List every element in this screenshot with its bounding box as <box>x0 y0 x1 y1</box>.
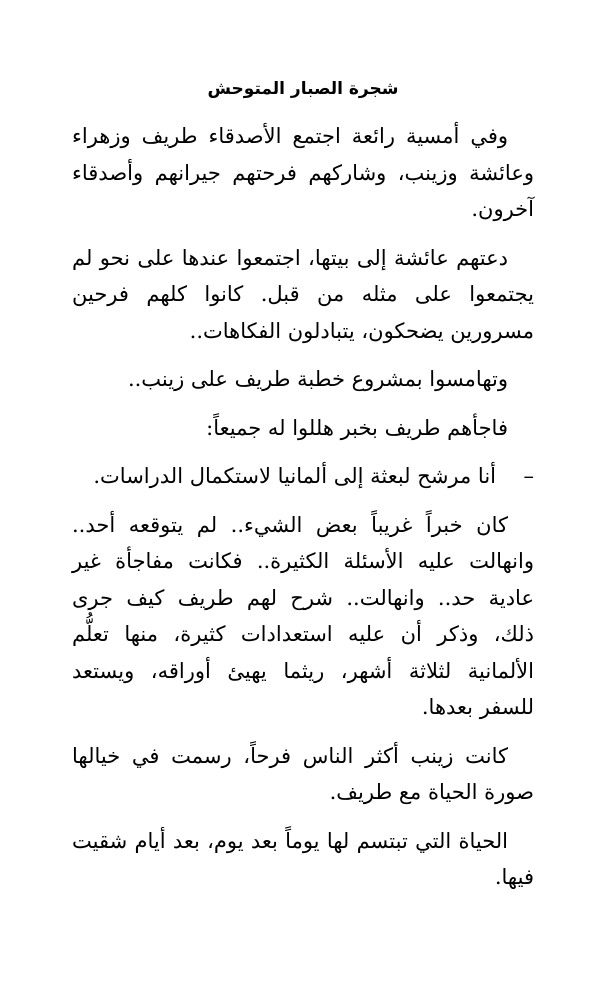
paragraph-8: الحياة التي تبتسم لها يوماً بعد يوم، بعد أيام شقيت فيها. <box>72 828 534 889</box>
paragraph-7: كانت زينب أكثر الناس فرحاً، رسمت في خيالها صورة الحياة مع طريف. <box>72 743 534 804</box>
dialogue-dash: – <box>523 464 534 488</box>
paragraph-1: وفي أمسية رائعة اجتمع الأصدقاء طريف وزهراء وعائشة وزينب، وشاركهم فرحتهم جيرانهم وأصدقاء آخرون. <box>72 124 534 221</box>
paragraph-6: كان خبراً غريباً بعض الشيء.. لم يتوقعه أحد.. وانهالت عليه الأسئلة الكثيرة.. فكانت مفاجأة غير عادية حد.. وانهالت.. شرح لهم طريف كيف جرى ذلك، وذكر أن عليه استعدادات كثيرة، منها تعلُّم الألمانية لثلاثة أشهر، ريثما يهيئ أوراقه، ويستعد للسفر بعدها. <box>72 512 534 719</box>
chapter-title: شجرة الصبار المتوحش <box>207 79 399 99</box>
paragraph-4: فاجأهم طريف بخبر هللوا له جميعاً: <box>206 415 508 440</box>
paragraph-2: دعتهم عائشة إلى بيتها، اجتمعوا عندها على نحو لم يجتمعوا على مثله من قبل. كانوا كلهم فرحين مسرورين يضحكون، يتبادلون الفكاهات.. <box>72 245 534 343</box>
dialogue-line <box>72 458 534 495</box>
dialogue-text: أنا مرشح لبعثة إلى ألمانيا لاستكمال الدراسات. <box>93 464 496 488</box>
paragraph-3: وتهامسوا بمشروع خطبة طريف على زينب.. <box>127 367 508 391</box>
